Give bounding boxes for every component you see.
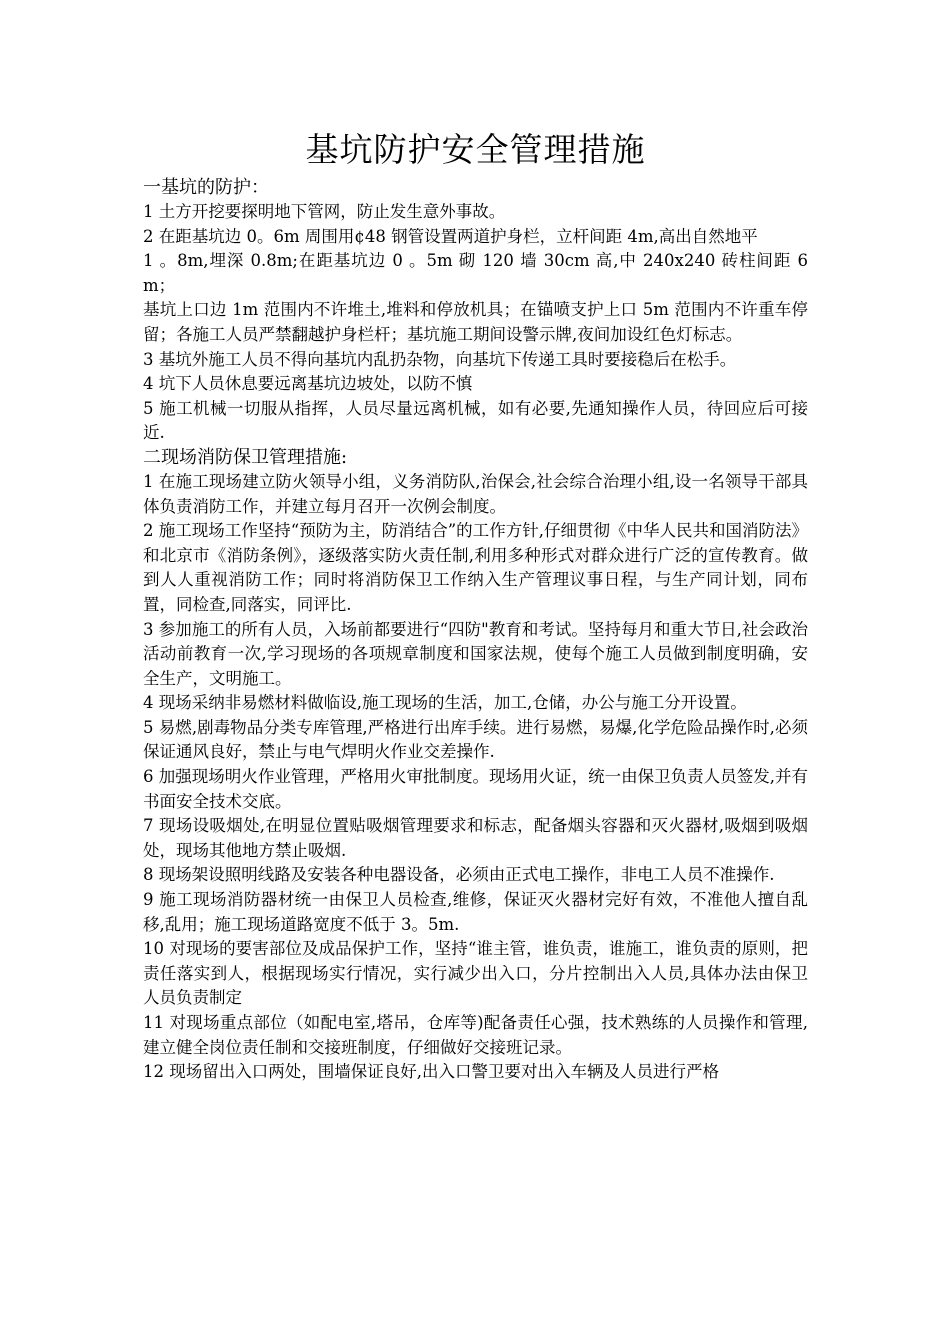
paragraph: 4 现场采纳非易燃材料做临设,施工现场的生活，加工,仓储，办公与施工分开设置。 <box>143 693 747 713</box>
document-title: 基坑防护安全管理措施 <box>305 130 646 169</box>
paragraph: 6 加强现场明火作业管理，严格用火审批制度。现场用火证，统一由保卫负责人员签发,并有书面安全技术交底。 <box>143 767 808 811</box>
section-heading-1: 一基坑的防护： <box>143 177 269 198</box>
paragraph: 1 土方开挖要探明地下管网，防止发生意外事故。 <box>143 202 506 221</box>
paragraph: 3 基坑外施工人员不得向基坑内乱扔杂物，向基坑下传递工具时要接稳后在松手。 <box>143 349 737 369</box>
paragraph: 3 参加施工的所有人员，入场前都要进行“四防"教育和考试。坚持每月和重大节日,社会政治活动前教育一次,学习现场的各项规章制度和国家法规，使每个施工人员做到制度明确，安全生产，文明施工。 <box>143 619 808 688</box>
paragraph: 10 对现场的要害部位及成品保护工作，坚持“谁主管，谁负责，谁施工，谁负责的原则，把责任落实到人，根据现场实行情况，实行减少出入口，分片控制出入人员,具体办法由保卫人员负责制定 <box>143 939 808 1008</box>
paragraph: 8 现场架设照明线路及安装各种电器设备，必须由正式电工操作，非电工人员不准操作. <box>143 865 775 885</box>
paragraph: 2 在距基坑边 0。6m 周围用¢48 钢管设置两道护身栏，立杆间距 4m,高出自然地平 <box>143 226 758 246</box>
paragraph: 5 施工机械一切服从指挥，人员尽量远离机械，如有必要,先通知操作人员，待回应后可接近. <box>143 398 808 443</box>
document-page <box>143 126 808 1085</box>
paragraph: 7 现场设吸烟处,在明显位置贴吸烟管理要求和标志，配备烟头容器和灭火器材,吸烟到吸烟处，现场其他地方禁止吸烟. <box>143 816 808 860</box>
paragraph: 1 。8m,埋深 0.8m;在距基坑边 0 。5m 砌 120 墙 30cm 高,中 240x240 砖柱间距 6m； <box>143 251 808 295</box>
paragraph: 5 易燃,剧毒物品分类专库管理,严格进行出库手续。进行易燃，易爆,化学危险品操作时,必须保证通风良好，禁止与电气焊明火作业交差操作. <box>143 717 808 762</box>
paragraph: 2 施工现场工作坚持“预防为主，防消结合”的工作方针,仔细贯彻《中华人民共和国消防法》和北京市《消防条例》，逐级落实防火责任制,利用多种形式对群众进行广泛的宣传教育。做到人人重视消防工作；同时将消防保卫工作纳入生产管理议事日程，与生产同计划，同布置，同检查,同落实，同评比. <box>143 521 808 614</box>
paragraph: 基坑上口边 1m 范围内不许堆土,堆料和停放机具；在锚喷支护上口 5m 范围内不许重车停留；各施工人员严禁翻越护身栏杆；基坑施工期间设警示牌,夜间加设红色灯标志。 <box>143 300 808 344</box>
paragraph: 4 坑下人员休息要远离基坑边坡处，以防不慎 <box>143 374 473 394</box>
paragraph: 12 现场留出入口两处，围墙保证良好,出入口警卫要对出入车辆及人员进行严格 <box>143 1062 719 1082</box>
section-heading-2: 二现场消防保卫管理措施: <box>143 446 348 468</box>
paragraph: 11 对现场重点部位（如配电室,塔吊，仓库等)配备责任心强，技术熟练的人员操作和管理,建立健全岗位责任制和交接班制度，仔细做好交接班记录。 <box>143 1013 808 1057</box>
paragraph: 9 施工现场消防器材统一由保卫人员检查,维修，保证灭火器材完好有效，不准他人擅自乱移,乱用；施工现场道路宽度不低于 3。5m. <box>143 890 808 934</box>
paragraph: 1 在施工现场建立防火领导小组，义务消防队,治保会,社会综合治理小组,设一名领导干部具体负责消防工作，并建立每月召开一次例会制度。 <box>143 471 808 516</box>
